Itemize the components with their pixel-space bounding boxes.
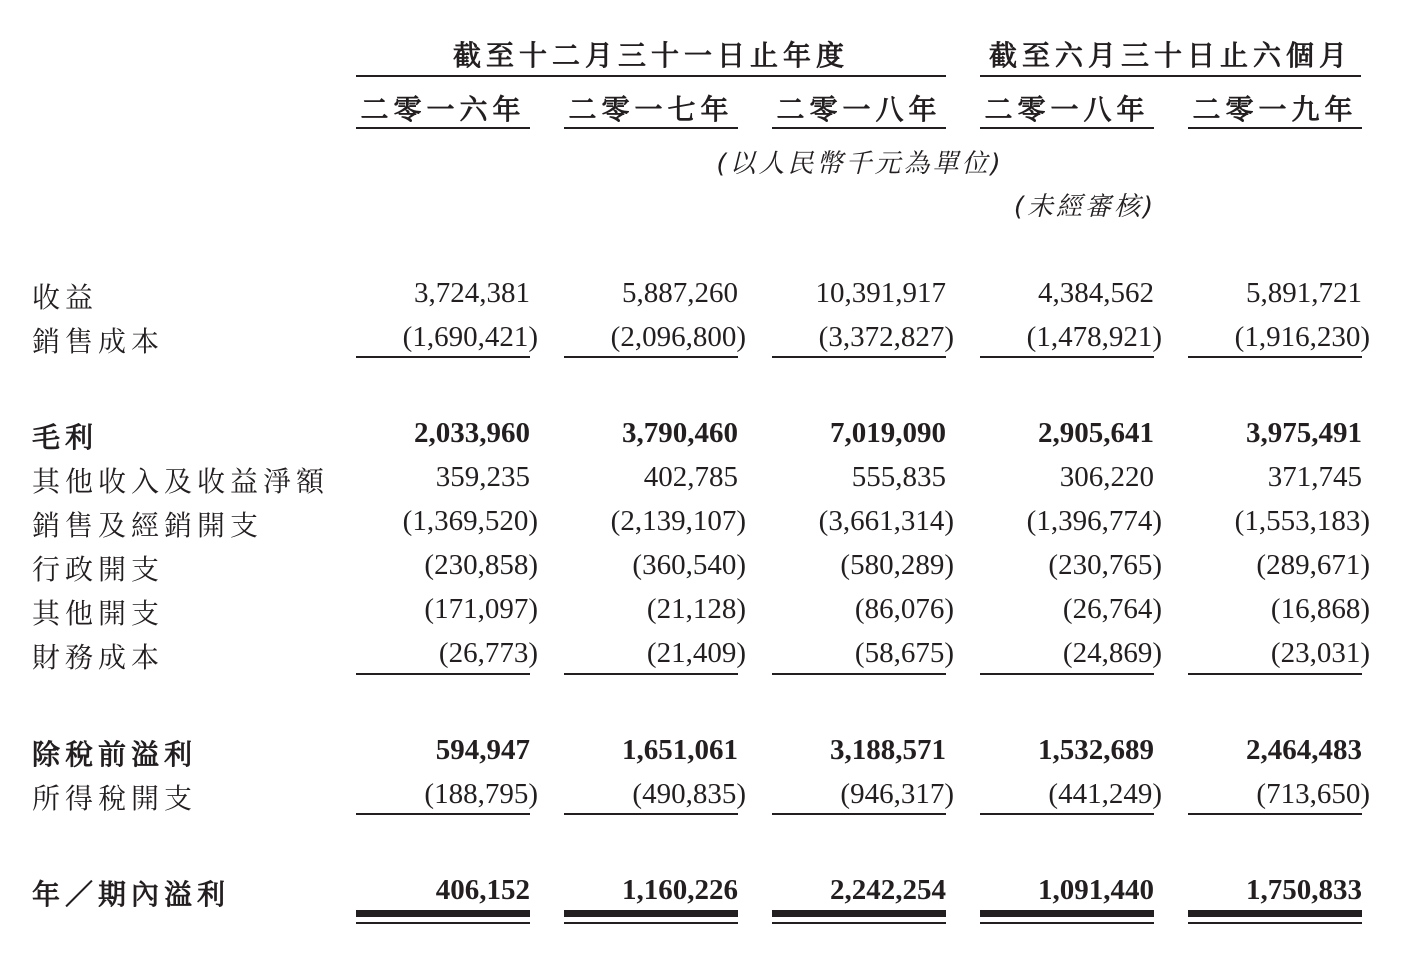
total-double-rule xyxy=(1188,910,1362,917)
subtotal-rule xyxy=(356,813,530,815)
period-header-full-year-rule xyxy=(356,75,946,77)
table-cell: 1,750,833 xyxy=(1246,874,1362,906)
subtotal-rule xyxy=(1188,813,1362,815)
table-cell: 2,464,483 xyxy=(1246,734,1362,766)
table-cell: 3,724,381 xyxy=(414,277,530,309)
period-header-full-year: 截至十二月三十一日止年度 xyxy=(452,39,849,72)
row-label-cost-of-sales: 銷售成本 xyxy=(32,325,165,358)
total-double-rule-thin xyxy=(980,922,1154,924)
year-header-rule xyxy=(772,127,946,129)
unaudited-note: (未經審核) xyxy=(1013,192,1157,222)
table-cell: 1,532,689 xyxy=(1038,734,1154,766)
table-cell: (188,795) xyxy=(424,778,538,810)
table-cell: 2,033,960 xyxy=(414,417,530,449)
year-header-2016: 二零一六年 xyxy=(360,93,526,126)
total-double-rule-thin xyxy=(356,922,530,924)
table-cell: (2,139,107) xyxy=(610,505,746,537)
subtotal-rule xyxy=(564,813,738,815)
period-header-six-months-rule xyxy=(980,75,1361,77)
total-double-rule xyxy=(564,910,738,917)
table-cell: (21,409) xyxy=(646,637,746,669)
period-header-six-months: 截至六月三十日止六個月 xyxy=(988,39,1352,72)
table-cell: 1,160,226 xyxy=(622,874,738,906)
table-cell: (713,650) xyxy=(1256,778,1370,810)
table-cell: 7,019,090 xyxy=(830,417,946,449)
row-label-selling-expenses: 銷售及經銷開支 xyxy=(32,509,264,542)
row-label-revenue: 收益 xyxy=(32,281,99,314)
year-header-rule xyxy=(564,127,738,129)
row-label-other-expenses: 其他開支 xyxy=(32,597,165,630)
subtotal-rule xyxy=(980,813,1154,815)
table-cell: (86,076) xyxy=(854,593,954,625)
subtotal-rule xyxy=(356,356,530,358)
table-cell: (2,096,800) xyxy=(610,321,746,353)
table-cell: 5,887,260 xyxy=(622,277,738,309)
table-cell: 3,188,571 xyxy=(830,734,946,766)
table-cell: (1,369,520) xyxy=(402,505,538,537)
year-header-rule xyxy=(356,127,530,129)
row-label-other-income: 其他收入及收益淨額 xyxy=(32,465,330,498)
subtotal-rule xyxy=(1188,356,1362,358)
table-cell: 306,220 xyxy=(1059,461,1154,493)
table-cell: (441,249) xyxy=(1048,778,1162,810)
subtotal-rule xyxy=(356,673,530,675)
table-cell: 594,947 xyxy=(435,734,530,766)
year-header-2018-six-months: 二零一八年 xyxy=(984,93,1150,126)
row-label-administrative-expenses: 行政開支 xyxy=(32,553,165,586)
table-cell: 1,091,440 xyxy=(1038,874,1154,906)
table-cell: (490,835) xyxy=(632,778,746,810)
row-label-income-tax-expense: 所得稅開支 xyxy=(32,782,198,815)
table-cell: (23,031) xyxy=(1270,637,1370,669)
table-cell: 10,391,917 xyxy=(815,277,946,309)
table-cell: 2,905,641 xyxy=(1038,417,1154,449)
table-cell: (230,765) xyxy=(1048,549,1162,581)
table-cell: (58,675) xyxy=(854,637,954,669)
table-cell: (24,869) xyxy=(1062,637,1162,669)
table-cell: (171,097) xyxy=(424,593,538,625)
subtotal-rule xyxy=(772,673,946,675)
year-header-2017: 二零一七年 xyxy=(568,93,734,126)
table-cell: (3,372,827) xyxy=(818,321,954,353)
total-double-rule-thin xyxy=(564,922,738,924)
table-cell: 1,651,061 xyxy=(622,734,738,766)
table-cell: 3,975,491 xyxy=(1246,417,1362,449)
table-cell: 371,745 xyxy=(1267,461,1362,493)
table-cell: 555,835 xyxy=(851,461,946,493)
table-cell: 3,790,460 xyxy=(622,417,738,449)
total-double-rule-thin xyxy=(772,922,946,924)
table-cell: 2,242,254 xyxy=(830,874,946,906)
row-label-gross-profit: 毛利 xyxy=(32,421,99,454)
table-cell: (26,764) xyxy=(1062,593,1162,625)
subtotal-rule xyxy=(564,673,738,675)
year-header-2019-six-months: 二零一九年 xyxy=(1192,93,1358,126)
row-label-profit-for-period: 年／期內溢利 xyxy=(32,878,231,911)
table-cell: (946,317) xyxy=(840,778,954,810)
table-cell: (289,671) xyxy=(1256,549,1370,581)
year-header-rule xyxy=(1188,127,1362,129)
table-cell: 359,235 xyxy=(435,461,530,493)
table-cell: 406,152 xyxy=(435,874,530,906)
table-cell: 4,384,562 xyxy=(1038,277,1154,309)
subtotal-rule xyxy=(772,356,946,358)
table-cell: 402,785 xyxy=(643,461,738,493)
table-cell: 5,891,721 xyxy=(1246,277,1362,309)
subtotal-rule xyxy=(1188,673,1362,675)
total-double-rule xyxy=(772,910,946,917)
table-cell: (230,858) xyxy=(424,549,538,581)
total-double-rule xyxy=(980,910,1154,917)
table-cell: (26,773) xyxy=(438,637,538,669)
table-cell: (580,289) xyxy=(840,549,954,581)
table-cell: (16,868) xyxy=(1270,593,1370,625)
subtotal-rule xyxy=(980,673,1154,675)
table-cell: (1,396,774) xyxy=(1026,505,1162,537)
row-label-finance-costs: 財務成本 xyxy=(32,641,165,674)
table-cell: (1,690,421) xyxy=(402,321,538,353)
table-cell: (1,553,183) xyxy=(1234,505,1370,537)
subtotal-rule xyxy=(980,356,1154,358)
total-double-rule-thin xyxy=(1188,922,1362,924)
unit-note: (以人民幣千元為單位) xyxy=(716,149,1004,179)
year-header-2018: 二零一八年 xyxy=(776,93,942,126)
row-label-profit-before-tax: 除稅前溢利 xyxy=(32,738,198,771)
table-cell: (360,540) xyxy=(632,549,746,581)
table-cell: (1,916,230) xyxy=(1234,321,1370,353)
table-cell: (1,478,921) xyxy=(1026,321,1162,353)
total-double-rule xyxy=(356,910,530,917)
subtotal-rule xyxy=(564,356,738,358)
table-cell: (21,128) xyxy=(646,593,746,625)
subtotal-rule xyxy=(772,813,946,815)
table-cell: (3,661,314) xyxy=(818,505,954,537)
year-header-rule xyxy=(980,127,1154,129)
